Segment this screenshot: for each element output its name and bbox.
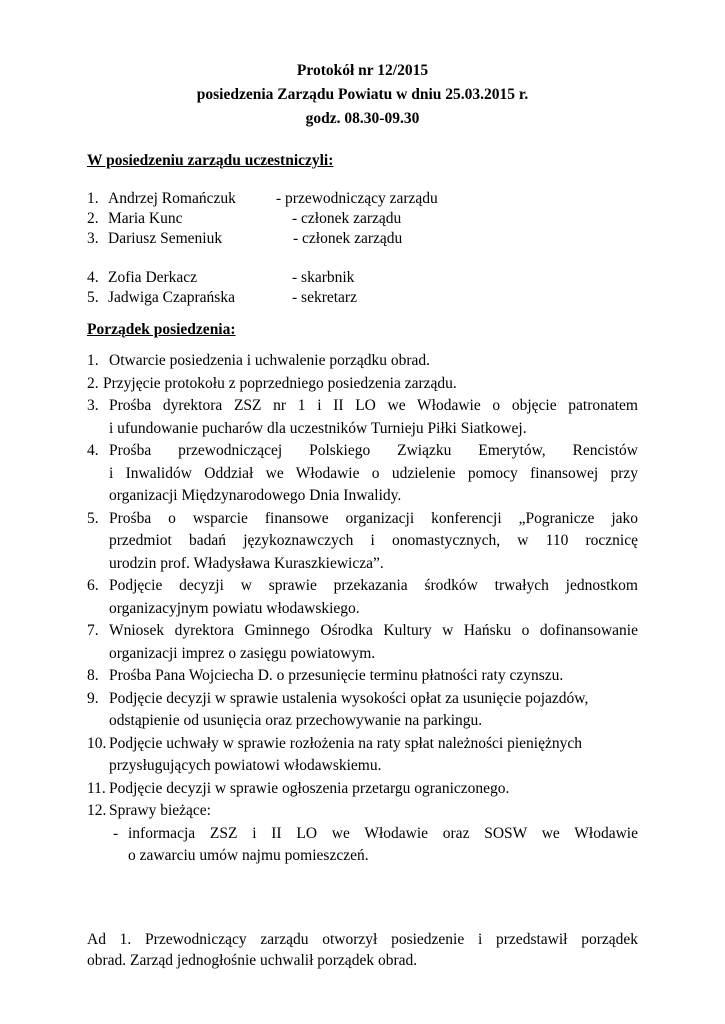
agenda-subitem — [87, 823, 638, 868]
agenda-item — [87, 688, 638, 733]
agenda-item — [87, 395, 638, 440]
agenda-item-text: organizacji Międzynarodowego Dnia Inwalidy. — [109, 487, 402, 504]
agenda-item — [87, 800, 638, 823]
agenda-subitem-dash: - — [113, 824, 119, 842]
participant-role: - sekretarz — [292, 289, 357, 306]
agenda-item-number: 12. — [87, 802, 107, 819]
agenda-item-text: Sprawy bieżące: — [109, 802, 211, 819]
agenda-item — [87, 508, 638, 576]
participant-role: - skarbnik — [292, 269, 355, 286]
agenda-item-text: Wniosek dyrektora Gminnego Ośrodka Kultury w Hańsku o dofinansowanie — [109, 622, 638, 639]
agenda-item-text: odstąpienie od usunięcia oraz przechowywanie na parkingu. — [109, 712, 483, 729]
agenda-subitem-text: o zawarciu umów najmu pomieszczeń. — [128, 847, 369, 864]
agenda-item-text: Podjęcie decyzji w sprawie przekazania środków trwałych jednostkom — [109, 577, 638, 594]
agenda-item-text: Prośba o wsparcie finansowe organizacji konferencji „Pogranicze jako — [109, 509, 638, 527]
agenda-item-number: 4. — [87, 442, 99, 459]
agenda-item-text: Przyjęcie protokołu z poprzedniego posiedzenia zarządu. — [103, 374, 457, 392]
agenda-item-number: 10. — [87, 734, 107, 752]
agenda-item — [87, 733, 638, 778]
participant-number: 3. — [87, 230, 99, 247]
agenda-item — [87, 620, 638, 665]
agenda-item-text: i Inwalidów Oddział we Włodawie o udzielenie pomocy finansowej przy — [109, 464, 638, 482]
protocol-title: Protokół nr 12/2015 — [296, 62, 429, 79]
agenda-item-number: 9. — [87, 689, 99, 707]
agenda-item — [87, 575, 638, 620]
participant-role: - członek zarządu — [293, 230, 403, 247]
agenda-item-text: Prośba dyrektora ZSZ nr 1 i II LO we Włodawie o objęcie patronatem — [109, 397, 638, 414]
agenda-item — [87, 778, 638, 801]
agenda-item — [87, 350, 638, 373]
agenda-item-text: Podjęcie decyzji w sprawie ustalenia wysokości opłat za usunięcie pojazdów, — [109, 689, 589, 707]
agenda-item-number: 3. — [87, 397, 99, 414]
agenda-item-text: Podjęcie uchwały w sprawie rozłożenia na raty spłat należności pieniężnych — [109, 734, 582, 752]
agenda-subitem-text: informacja ZSZ i II LO we Włodawie oraz SOSW we Włodawie — [128, 824, 638, 842]
agenda-item — [87, 665, 638, 688]
agenda-item-number: 5. — [87, 509, 99, 527]
agenda-item-text: przedmiot badań językoznawczych i onomastycznych, w 110 rocznicę — [109, 532, 638, 549]
agenda-item-text: Podjęcie decyzji w sprawie ogłoszenia przetargu ograniczonego. — [109, 779, 510, 797]
agenda-list — [87, 350, 638, 868]
agenda-item-text: Prośba przewodniczącej Polskiego Związku Emerytów, Rencistów — [109, 442, 638, 459]
agenda-item-text: organizacji imprez o zasięgu powiatowym. — [109, 644, 376, 662]
agenda-item-number: 8. — [87, 667, 99, 684]
participant-role: - przewodniczący zarządu — [276, 190, 438, 207]
agenda-item-text: Prośba Pana Wojciecha D. o przesunięcie terminu płatności raty czynszu. — [109, 667, 564, 684]
participant-role: - członek zarządu — [292, 210, 402, 227]
agenda-item-text: urodzin prof. Władysława Kuraszkiewicza”. — [109, 554, 384, 572]
ad1-text: Ad 1. Przewodniczący zarządu otworzył posiedzenie i przedstawił porządek — [87, 931, 638, 948]
agenda-item-text: i ufundowanie pucharów dla uczestników Turnieju Piłki Siatkowej. — [109, 419, 527, 437]
participant-number: 4. — [87, 269, 99, 286]
participant-name: Zofia Derkacz — [108, 269, 198, 286]
participant-name: Dariusz Semeniuk — [108, 230, 223, 247]
participants-heading: W posiedzeniu zarządu uczestniczyli: — [87, 152, 334, 169]
agenda-item-text: przysługujących powiatowi włodawskiemu. — [109, 757, 382, 774]
agenda-heading: Porządek posiedzenia: — [87, 321, 236, 338]
agenda-item — [87, 440, 638, 508]
meeting-subtitle: posiedzenia Zarządu Powiatu w dniu 25.03.2015 r. — [196, 86, 529, 103]
ad1-text: obrad. Zarząd jednogłośnie uchwalił porządek obrad. — [87, 952, 418, 969]
agenda-item-text: organizacyjnym powiatu włodawskiego. — [109, 599, 360, 617]
agenda-item-number: 2. — [87, 374, 99, 392]
agenda-item-number: 1. — [87, 352, 99, 369]
participant-number: 5. — [87, 289, 99, 306]
agenda-item-number: 6. — [87, 577, 99, 594]
participant-number: 2. — [87, 210, 99, 227]
participant-name: Jadwiga Czaprańska — [108, 289, 235, 306]
participant-name: Andrzej Romańczuk — [108, 190, 236, 207]
agenda-item-number: 7. — [87, 622, 99, 639]
participant-number: 1. — [87, 190, 99, 207]
participant-name: Maria Kunc — [108, 210, 183, 227]
agenda-item — [87, 373, 638, 396]
agenda-item-text: Otwarcie posiedzenia i uchwalenie porządku obrad. — [109, 352, 431, 369]
agenda-item-number: 11. — [87, 779, 106, 797]
ad1-paragraph — [87, 929, 638, 971]
meeting-time: godz. 08.30-09.30 — [305, 110, 420, 127]
